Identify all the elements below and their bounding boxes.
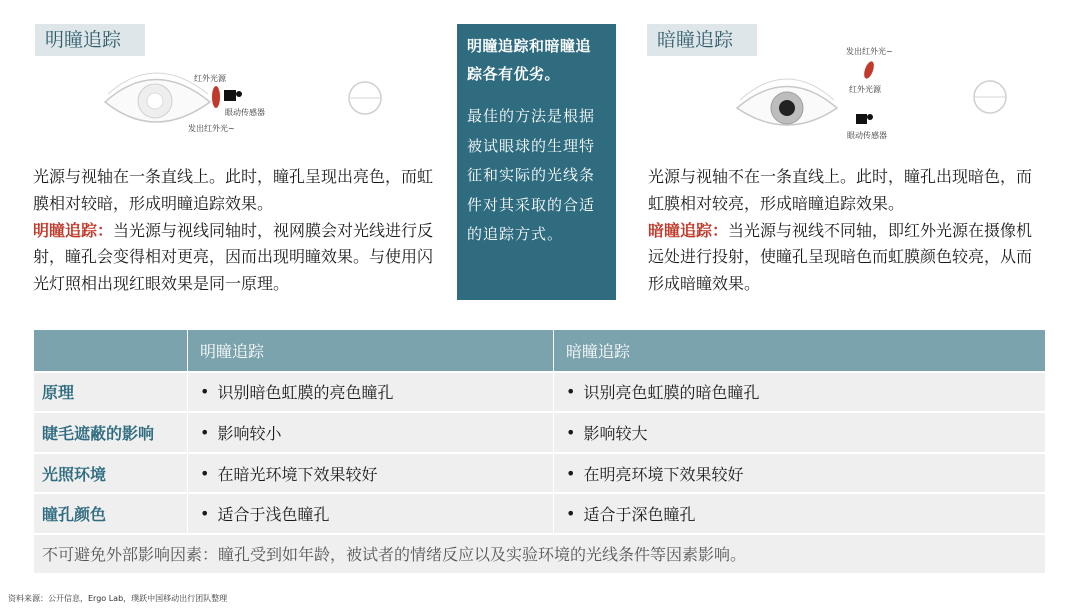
dark-pupil-intro: 光源与视轴不在一条直线上。此时，瞳孔出现暗色，而虹膜相对较亮，形成暗瞳追踪效果。	[648, 167, 1033, 213]
table-row	[34, 411, 1045, 452]
table-footer-note: 不可避免外部影响因素：瞳孔受到如年龄，被试者的情绪反应以及实验环境的光线条件等因素影响。	[42, 545, 747, 565]
bright-cell-text: 适合于浅色瞳孔	[217, 505, 330, 525]
bright-pupil-description	[33, 164, 443, 298]
dark-sensor-label: 眼动传感器	[847, 131, 887, 140]
row-label: 原理	[42, 383, 75, 403]
dark-pupil-highlight: 暗瞳追踪：	[648, 220, 729, 240]
row-label: 睫毛遮蔽的影响	[42, 423, 155, 443]
dark-cell-text: 适合于深色瞳孔	[583, 505, 696, 525]
bright-cell	[187, 413, 553, 452]
bright-cell	[187, 454, 553, 493]
bright-sensor-label: 眼动传感器	[225, 108, 265, 117]
dark-emit-label: 发出红外光~	[846, 47, 893, 56]
bullet-icon: •	[566, 504, 576, 524]
summary-box	[457, 24, 616, 300]
bright-pupil-eye-diagram	[100, 52, 400, 152]
dark-cell	[553, 454, 1045, 493]
bright-cell	[187, 494, 553, 533]
bright-cell-text: 影响较小	[217, 423, 282, 443]
dark-cell-text: 在明亮环境下效果较好	[583, 464, 744, 484]
bullet-icon: •	[200, 382, 210, 402]
dark-pupil-description	[648, 164, 1038, 298]
bullet-icon: •	[200, 463, 210, 483]
source-note: 资料来源：公开信息，Ergo Lab，璞跃中国移动出行团队整理	[8, 594, 228, 603]
table-header-row	[34, 330, 1045, 371]
table-row	[34, 371, 1045, 412]
dark-pupil-illustration	[732, 40, 1032, 150]
bullet-icon: •	[200, 422, 210, 442]
dark-cell	[553, 494, 1045, 533]
summary-body: 最佳的方法是根据被试眼球的生理特征和实际的光线条件对其采取的合适的追踪方式。	[467, 107, 596, 243]
dark-cell	[553, 413, 1045, 452]
dark-cell-text: 影响较大	[583, 423, 648, 443]
summary-heading: 明瞳追踪和暗瞳追踪各有优劣。	[467, 37, 592, 83]
bright-pupil-highlight: 明瞳追踪：	[33, 220, 114, 240]
table-header-empty	[34, 330, 187, 371]
dark-pupil-detail: 当光源与视线不同轴，即红外光源在摄像机远处进行投射，使瞳孔呈现暗色而虹膜颜色较亮，从而形成暗瞳效果。	[648, 220, 1033, 294]
bright-pupil-illustration	[100, 52, 400, 152]
bright-pupil-detail: 当光源与视线同轴时，视网膜会对光线进行反射，瞳孔会变得相对更亮，因而出现明瞳效果。与使用闪光灯照相出现红眼效果是同一原理。	[33, 220, 434, 294]
bright-cell	[187, 373, 553, 412]
table-header-dark: 暗瞳追踪	[553, 330, 1045, 371]
bright-pupil-intro: 光源与视轴在一条直线上。此时，瞳孔呈现出亮色，而虹膜相对较暗，形成明瞳追踪效果。	[33, 167, 434, 213]
table-row	[34, 452, 1045, 493]
comparison-table	[34, 330, 1045, 573]
row-label: 瞳孔颜色	[42, 505, 107, 525]
dark-cell	[553, 373, 1045, 412]
bullet-icon: •	[566, 422, 576, 442]
table-row	[34, 492, 1045, 533]
bright-cell-text: 识别暗色虹膜的亮色瞳孔	[217, 383, 394, 403]
table-header-bright: 明瞳追踪	[187, 330, 553, 371]
dark-cell-text: 识别亮色虹膜的暗色瞳孔	[583, 383, 760, 403]
dark-pupil-tag: 暗瞳追踪	[647, 24, 757, 56]
bright-cell-text: 在暗光环境下效果较好	[217, 464, 378, 484]
bullet-icon: •	[200, 504, 210, 524]
table-footer-row	[34, 533, 1045, 573]
bright-emit-label: 发出红外光~	[188, 124, 235, 133]
row-label: 光照环境	[42, 464, 107, 484]
bullet-icon: •	[566, 463, 576, 483]
dark-light-source-label: 红外光源	[849, 85, 881, 94]
bright-pupil-tag: 明瞳追踪	[35, 24, 145, 56]
bright-light-source-label: 红外光源	[194, 74, 226, 83]
bullet-icon: •	[566, 382, 576, 402]
